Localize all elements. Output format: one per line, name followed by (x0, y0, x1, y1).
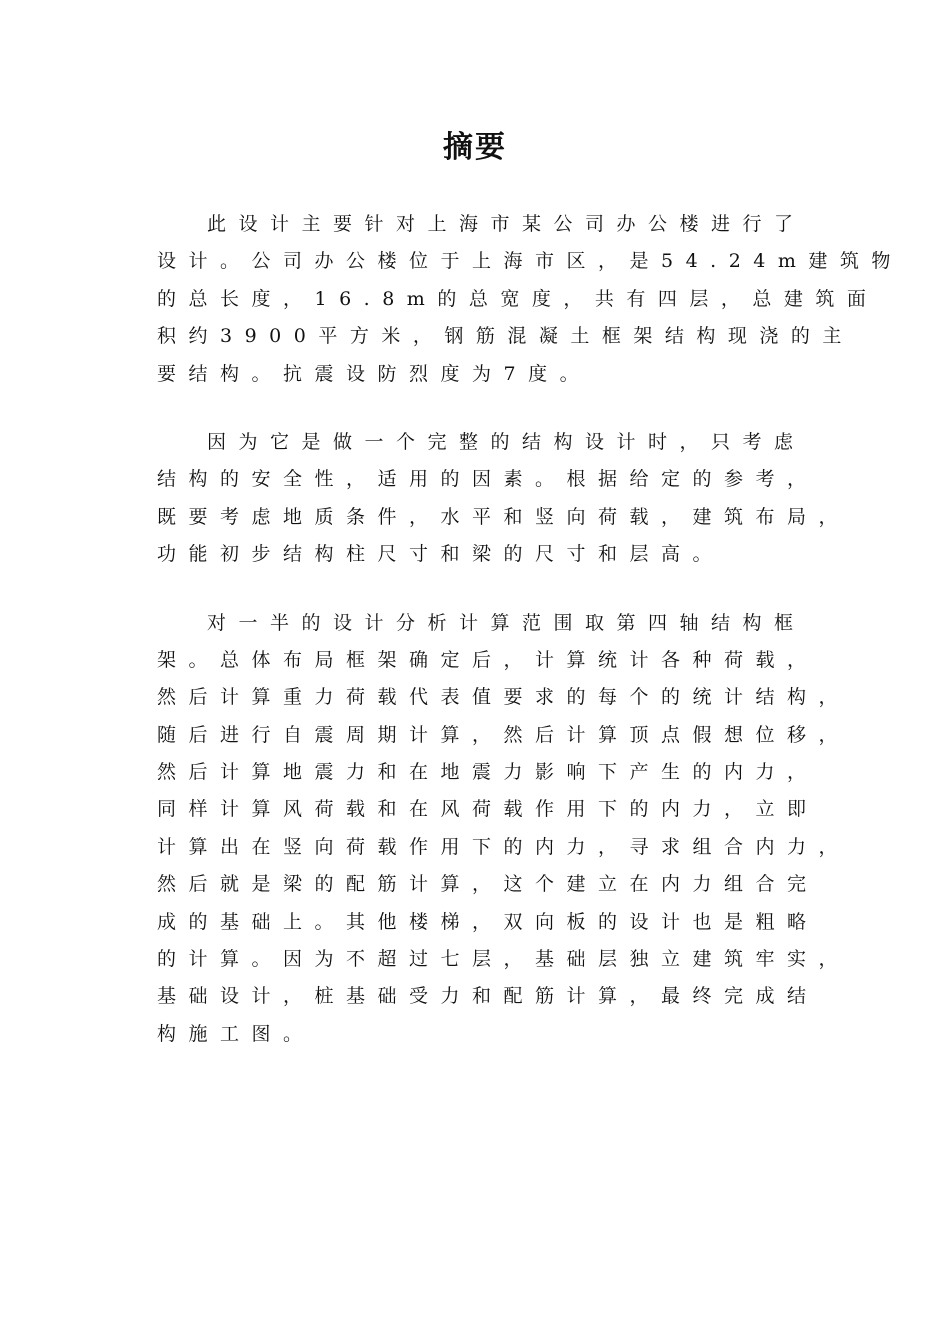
text-line: 结构的安全性，适用的因素。根据给定的参考， (157, 468, 819, 491)
text-line: 的计算。因为不超过七层，基础层独立建筑牢实， (157, 948, 851, 971)
paragraph-3 (157, 605, 872, 1054)
paragraph-2 (157, 424, 872, 574)
text-line: 然后就是梁的配筋计算，这个建立在内力组合完 (157, 873, 819, 896)
page-title: 摘要 (443, 130, 507, 165)
text-line: 同样计算风荷载和在风荷载作用下的内力，立即 (157, 798, 819, 821)
text-line: 计算出在竖向荷载作用下的内力，寻求组合内力， (157, 835, 851, 858)
text-line: 成的基础上。其他楼梯，双向板的设计也是粗略 (157, 910, 819, 933)
text-line: 构施工图。 (157, 1022, 315, 1045)
text-line: 然后计算重力荷载代表值要求的每个的统计结构， (157, 686, 851, 709)
text-line: 既要考虑地质条件，水平和竖向荷载，建筑布局， (157, 505, 851, 528)
text-line: 要结构。抗震设防烈度为7度。 (157, 362, 592, 385)
text-line: 此设计主要针对上海市某公司办公楼进行了 (207, 213, 806, 235)
paragraph-1 (157, 206, 903, 393)
text-line: 设计。公司办公楼位于上海市区，是54.24m建筑物 (157, 250, 903, 273)
text-line: 架。总体布局框架确定后，计算统计各种荷载， (157, 648, 819, 671)
text-line: 随后进行自震周期计算，然后计算顶点假想位移， (157, 723, 851, 746)
abstract-body (157, 206, 903, 1084)
text-line: 基础设计，桩基础受力和配筋计算，最终完成结 (157, 985, 819, 1008)
text-line: 对一半的设计分析计算范围取第四轴结构框 (207, 611, 806, 634)
text-line: 的总长度，16.8m的总宽度，共有四层，总建筑面 (157, 287, 879, 310)
text-line: 然后计算地震力和在地震力影响下产生的内力， (157, 761, 819, 784)
text-line: 因为它是做一个完整的结构设计时，只考虑 (207, 430, 806, 453)
text-line: 功能初步结构柱尺寸和梁的尺寸和层高。 (157, 543, 725, 566)
text-line: 积约3900平方米，钢筋混凝土框架结构现浇的主 (157, 325, 854, 348)
